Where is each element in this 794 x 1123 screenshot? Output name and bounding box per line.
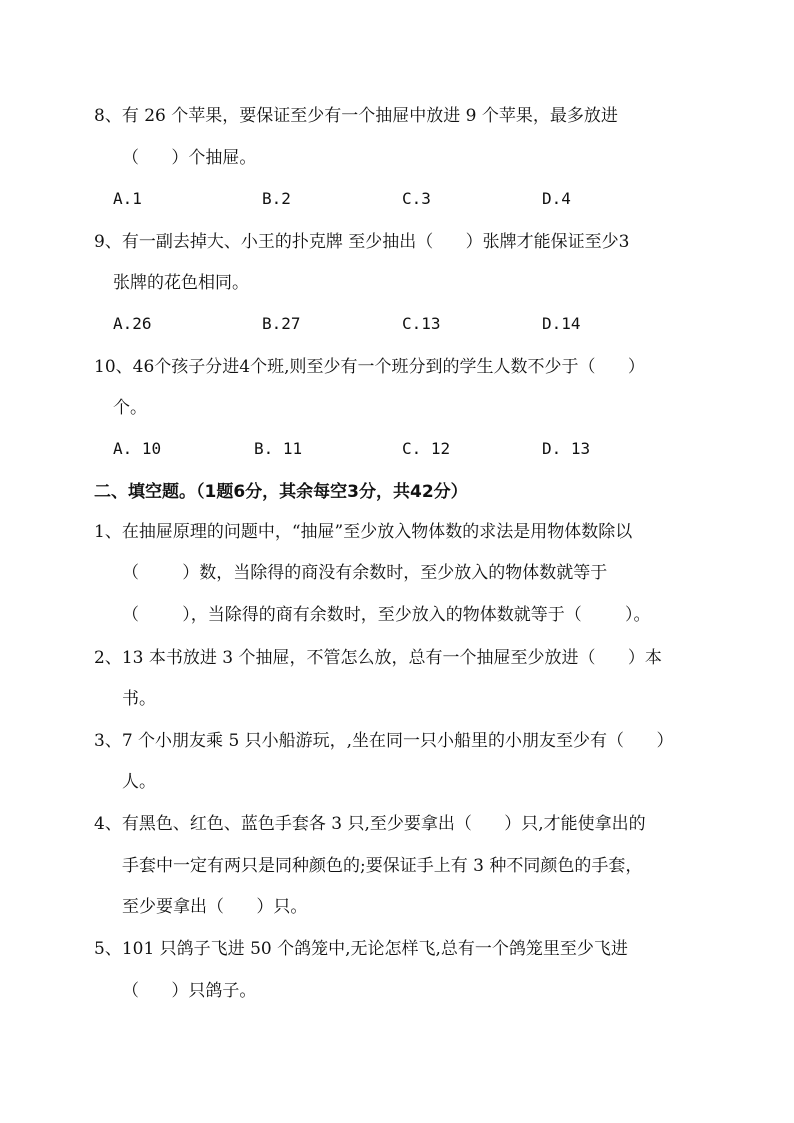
fill-4-line-2: 手套中一定有两只是同种颜色的;要保证手上有 3 种不同颜色的手套， — [122, 856, 643, 876]
fill-2-line-2: 书。 — [122, 689, 156, 709]
fill-1-line-1: 1、在抽屉原理的问题中，“抽屉”至少放入物体数的求法是用物体数除以 — [94, 522, 633, 542]
fill-4-line-1: 4、有黑色、红色、蓝色手套各 3 只,至少要拿出（ ）只,才能使拿出的 — [94, 814, 646, 834]
q9-line-1: 9、有一副去掉大、小王的扑克牌 至少抽出（ ）张牌才能保证至少3 — [94, 232, 630, 252]
q8-option-d: D.4 — [542, 189, 571, 208]
fill-1-line-2: （ ）数，当除得的商没有余数时，至少放入的物体数就等于 — [122, 563, 608, 583]
fill-5-line-1: 5、101 只鸽子飞进 50 个鸽笼中,无论怎样飞,总有一个鸽笼里至少飞进 — [94, 939, 628, 959]
q10-line-1: 10、46个孩子分进4个班,则至少有一个班分到的学生人数不少于（ ） — [94, 357, 645, 377]
q9-option-b: B.27 — [262, 314, 301, 333]
q8-line-1: 8、有 26 个苹果，要保证至少有一个抽屉中放进 9 个苹果，最多放进 — [94, 106, 618, 126]
q10-line-2: 个。 — [113, 398, 147, 418]
q10-option-a: A. 10 — [113, 439, 162, 458]
q8-option-a: A.1 — [113, 189, 142, 208]
q9-line-2: 张牌的花色相同。 — [113, 273, 249, 293]
q10-option-c: C. 12 — [402, 439, 451, 458]
fill-3-line-2: 人。 — [122, 772, 156, 792]
fill-4-line-3: 至少要拿出（ ）只。 — [122, 897, 308, 917]
q10-option-d: D. 13 — [542, 439, 591, 458]
q8-line-2: （ ）个抽屉。 — [122, 148, 257, 168]
fill-5-line-2: （ ）只鸽子。 — [122, 981, 257, 1001]
fill-3-line-1: 3、7 个小朋友乘 5 只小船游玩，,坐在同一只小船里的小朋友至少有（ ） — [94, 731, 674, 751]
q9-option-c: C.13 — [402, 314, 441, 333]
fill-1-line-3: （ ），当除得的商有余数时，至少放入的物体数就等于（ ）。 — [122, 605, 651, 625]
q10-option-b: B. 11 — [254, 439, 303, 458]
q8-option-b: B.2 — [262, 189, 291, 208]
q8-option-c: C.3 — [402, 189, 431, 208]
section-2-heading: 二、填空题。（1题6分，其余每空3分，共42分） — [94, 482, 468, 502]
fill-2-line-1: 2、13 本书放进 3 个抽屉，不管怎么放，总有一个抽屉至少放进（ ）本 — [94, 648, 662, 668]
q9-option-a: A.26 — [113, 314, 152, 333]
q9-option-d: D.14 — [542, 314, 581, 333]
